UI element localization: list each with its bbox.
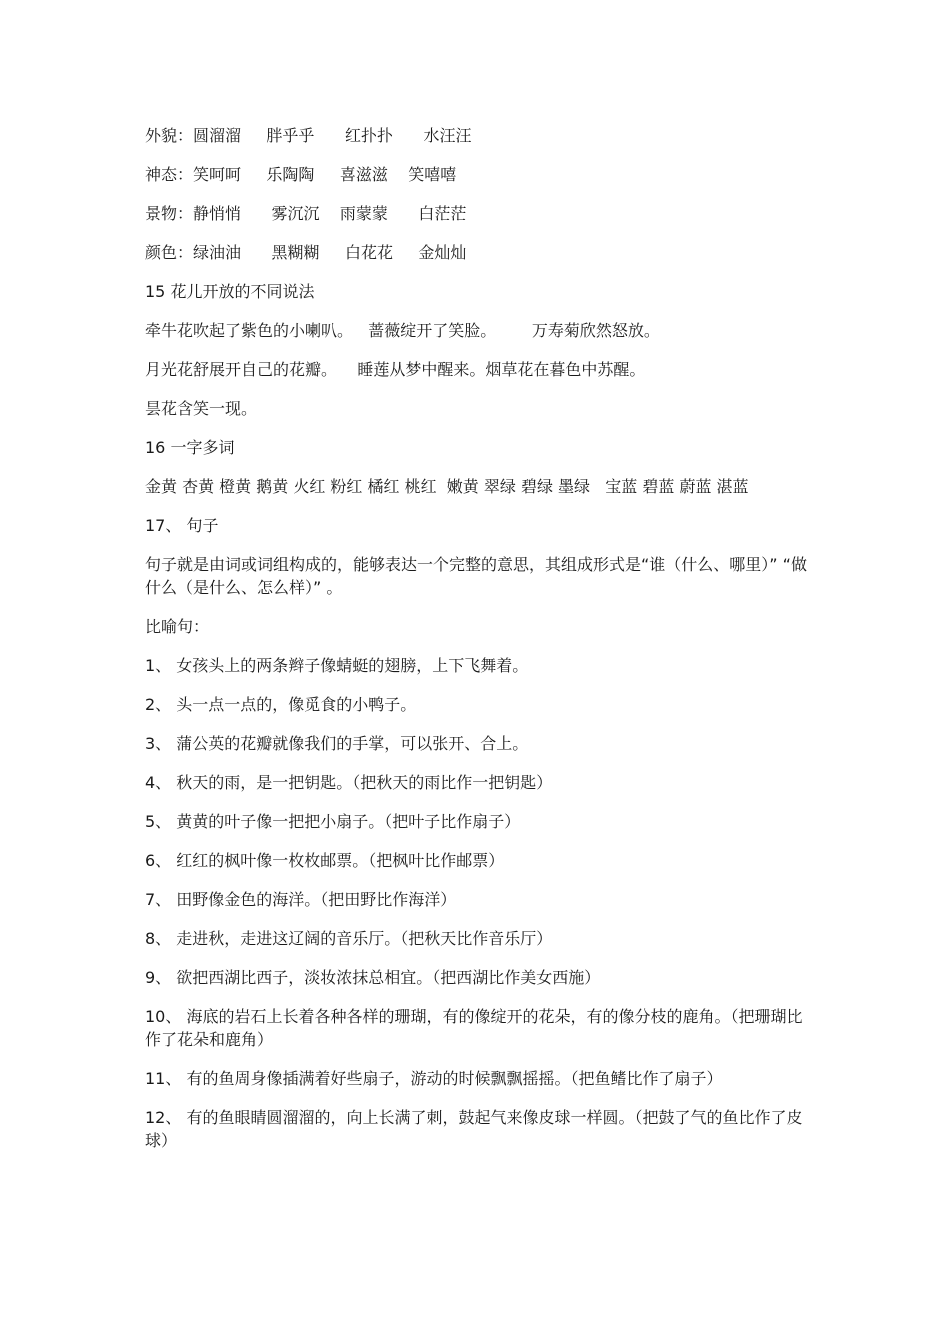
metaphor-example-1: 1、 女孩头上的两条辫子像蜻蜓的翅膀，上下飞舞着。 (145, 656, 529, 675)
metaphor-example-4: 4、 秋天的雨，是一把钥匙。（把秋天的雨比作一把钥匙） (145, 773, 553, 792)
metaphor-example-11: 11、 有的鱼周身像插满着好些扇子，游动的时候飘飘摇摇。（把鱼鳍比作了扇子） (145, 1069, 723, 1088)
metaphor-example-10: 10、 海底的岩石上长着各种各样的珊瑚，有的像绽开的花朵，有的像分枝的鹿角。（把珊瑚比作了花朵和鹿角） (145, 1007, 803, 1049)
flower-sentence-2: 月光花舒展开自己的花瓣。 睡莲从梦中醒来。烟草花在暮色中苏醒。 (145, 360, 646, 379)
metaphor-example-12: 12、 有的鱼眼睛圆溜溜的，向上长满了刺，鼓起气来像皮球一样圆。（把鼓了气的鱼比作了皮球） (145, 1108, 803, 1150)
metaphor-example-3: 3、 蒲公英的花瓣就像我们的手掌，可以张开、合上。 (145, 734, 529, 753)
section-heading-15: 15 花儿开放的不同说法 (145, 282, 315, 301)
section-heading-16: 16 一字多词 (145, 438, 235, 457)
flower-sentence-1: 牵牛花吹起了紫色的小喇叭。 蔷薇绽开了笑脸。 万寿菊欣然怒放。 (145, 321, 660, 340)
document-page (145, 124, 810, 1168)
metaphor-example-9: 9、 欲把西湖比西子，淡妆浓抹总相宜。（把西湖比作美女西施） (145, 968, 601, 987)
appearance-words: 外貌：圆溜溜 胖乎乎 红扑扑 水汪汪 (145, 126, 472, 145)
metaphor-heading: 比喻句： (145, 617, 210, 636)
metaphor-example-8: 8、 走进秋，走进这辽阔的音乐厅。（把秋天比作音乐厅） (145, 929, 553, 948)
section-heading-17: 17、 句子 (145, 516, 219, 535)
color-word-list: 金黄 杏黄 橙黄 鹅黄 火红 粉红 橘红 桃红 嫩黄 翠绿 碧绿 墨绿 宝蓝 碧蓝 蔚蓝 湛蓝 (145, 477, 749, 496)
sentence-definition: 句子就是由词或词组构成的，能够表达一个完整的意思，其组成形式是“谁（什么、哪里）” “做什么（是什么、怎么样）” 。 (145, 555, 807, 597)
metaphor-example-6: 6、 红红的枫叶像一枚枚邮票。（把枫叶比作邮票） (145, 851, 505, 870)
metaphor-example-7: 7、 田野像金色的海洋。（把田野比作海洋） (145, 890, 457, 909)
metaphor-example-2: 2、 头一点一点的，像觅食的小鸭子。 (145, 695, 417, 714)
color-words: 颜色：绿油油 黑糊糊 白花花 金灿灿 (145, 243, 467, 262)
expression-words: 神态：笑呵呵 乐陶陶 喜滋滋 笑嘻嘻 (145, 165, 457, 184)
scenery-words: 景物：静悄悄 雾沉沉 雨蒙蒙 白茫茫 (145, 204, 467, 223)
flower-sentence-3: 昙花含笑一现。 (145, 399, 258, 418)
metaphor-example-5: 5、 黄黄的叶子像一把把小扇子。（把叶子比作扇子） (145, 812, 521, 831)
